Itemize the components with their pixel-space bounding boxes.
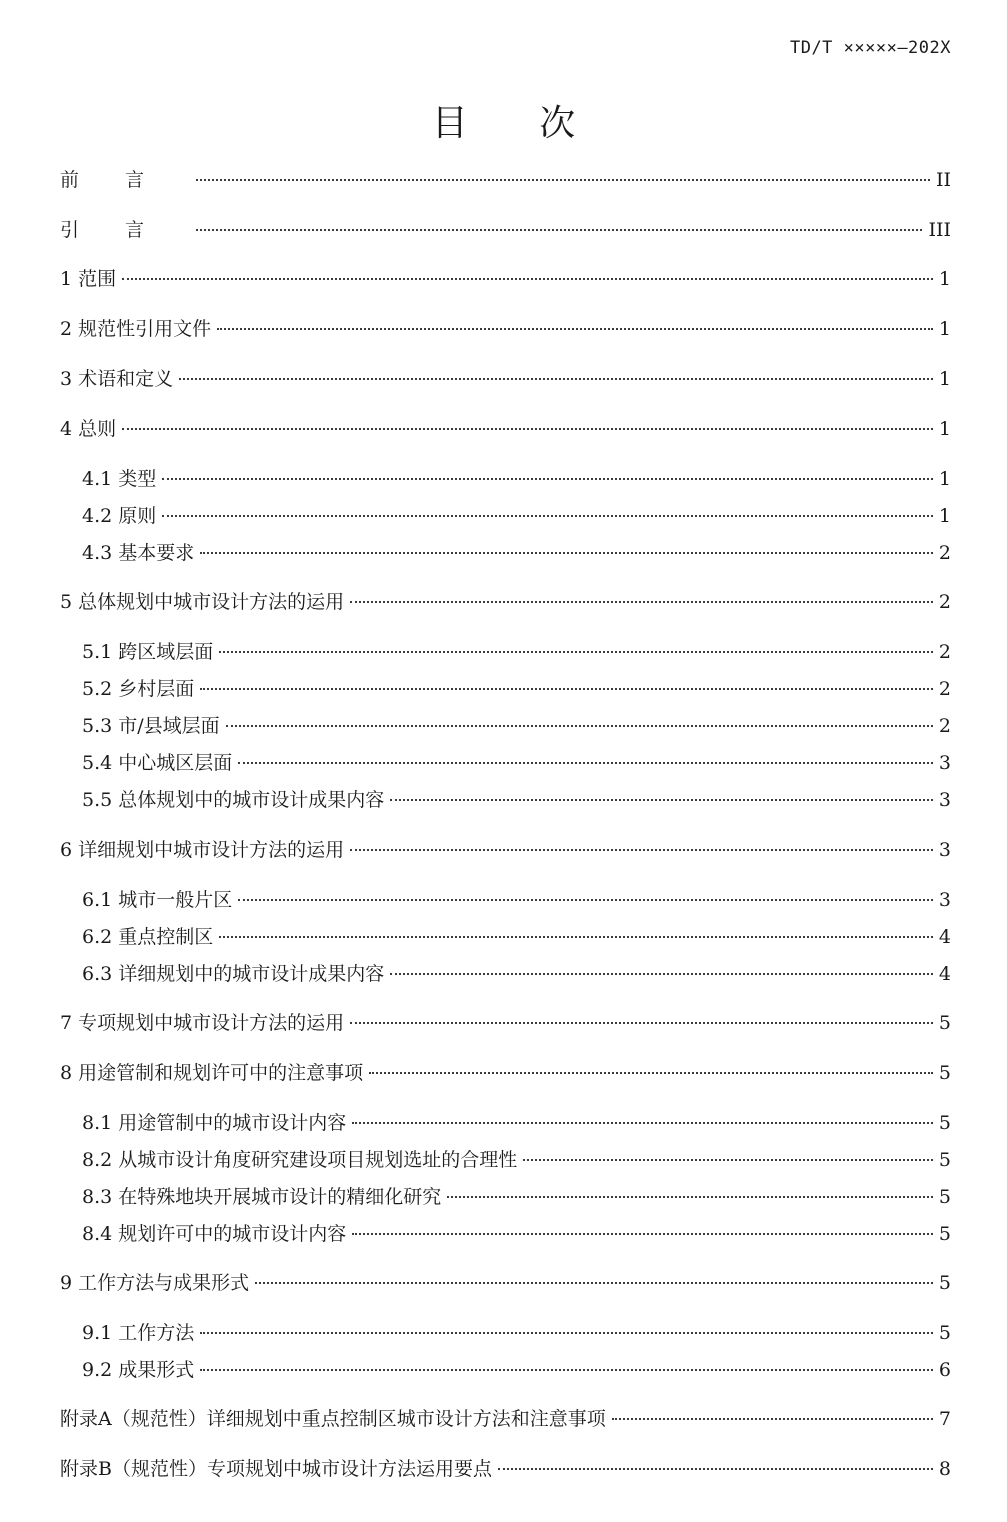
toc-title: 总则	[78, 418, 117, 440]
dot-leader	[200, 688, 933, 690]
toc-entry-8-3[interactable]	[82, 1183, 951, 1211]
toc-number: 6.2	[82, 926, 119, 948]
toc-title: 详细规划中城市设计方法的运用	[78, 839, 345, 861]
toc-page-number: 1	[938, 505, 951, 527]
toc-entry-4-2[interactable]	[82, 502, 951, 530]
toc-entry-4[interactable]	[60, 415, 951, 443]
toc-page-number: 2	[938, 591, 951, 613]
dot-leader	[352, 1233, 933, 1235]
toc-number: 4.1	[82, 468, 119, 490]
toc-page-number: 8	[938, 1458, 951, 1480]
toc-entry-6[interactable]	[60, 836, 951, 864]
toc-entry-4-3[interactable]	[82, 539, 951, 567]
toc-entry-5-1[interactable]	[82, 638, 951, 666]
toc-number: 9.2	[82, 1359, 119, 1381]
toc-entry-5-5[interactable]	[82, 786, 951, 814]
toc-title: 引言	[60, 219, 191, 241]
dot-leader	[350, 601, 933, 603]
toc-entry-1[interactable]	[60, 265, 951, 293]
toc-number: 8.4	[82, 1223, 119, 1245]
toc-page-number: 3	[938, 889, 951, 911]
toc-title: 规范性引用文件	[78, 318, 212, 340]
toc-number: 8.1	[82, 1112, 119, 1134]
toc-entry-5-2[interactable]	[82, 675, 951, 703]
toc-title: 详细规划中的城市设计成果内容	[118, 963, 385, 985]
toc-entry-5[interactable]	[60, 588, 951, 616]
toc-number: 9	[60, 1272, 79, 1294]
toc-title: 城市一般片区	[118, 889, 233, 911]
dot-leader	[238, 762, 933, 764]
toc-entry-6-1[interactable]	[82, 886, 951, 914]
toc-page-number: II	[935, 169, 951, 191]
toc-entry-5-4[interactable]	[82, 749, 951, 777]
toc-entry-preface[interactable]	[60, 166, 951, 194]
toc-number: 1	[60, 268, 79, 290]
toc-page-number: 3	[938, 752, 951, 774]
toc-entry-3[interactable]	[60, 365, 951, 393]
toc-number: 6.1	[82, 889, 119, 911]
toc-title: 用途管制和规划许可中的注意事项	[78, 1062, 364, 1084]
toc-number: 5.2	[82, 678, 119, 700]
toc-entry-7[interactable]	[60, 1009, 951, 1037]
toc-entry-appendix-b[interactable]	[60, 1455, 951, 1483]
dot-leader	[217, 328, 933, 330]
dot-leader	[122, 428, 933, 430]
toc-title: 工作方法与成果形式	[78, 1272, 250, 1294]
dot-leader	[447, 1196, 933, 1198]
toc-number: 5.5	[82, 789, 119, 811]
toc-number: 3	[60, 368, 79, 390]
dot-leader	[122, 278, 933, 280]
toc-entry-introduction[interactable]	[60, 216, 951, 244]
toc-page-number: 5	[938, 1272, 951, 1294]
toc-title: 前言	[60, 169, 191, 191]
toc-number: 7	[60, 1012, 79, 1034]
toc-page-number: 5	[938, 1186, 951, 1208]
dot-leader	[196, 179, 930, 181]
toc-title: 附录B（规范性）专项规划中城市设计方法运用要点	[60, 1458, 492, 1480]
toc-entry-9-1[interactable]	[82, 1319, 951, 1347]
toc-title: 类型	[118, 468, 157, 490]
toc-page-number: 2	[938, 641, 951, 663]
toc-title: 原则	[118, 505, 157, 527]
toc-page-number: 6	[938, 1359, 951, 1381]
toc-number: 9.1	[82, 1322, 119, 1344]
toc-page-number: 5	[938, 1322, 951, 1344]
dot-leader	[390, 799, 933, 801]
toc-title: 用途管制中的城市设计内容	[118, 1112, 347, 1134]
toc-title: 重点控制区	[118, 926, 214, 948]
dot-leader	[200, 1332, 933, 1334]
toc-number: 6.3	[82, 963, 119, 985]
toc-entry-appendix-a[interactable]	[60, 1405, 951, 1433]
dot-leader	[498, 1468, 933, 1470]
toc-page-number: 7	[938, 1408, 951, 1430]
dot-leader	[226, 725, 933, 727]
page-title: 目 次	[431, 103, 606, 144]
toc-number: 5	[60, 591, 79, 613]
dot-leader	[200, 552, 933, 554]
toc-page-number: 5	[938, 1149, 951, 1171]
dot-leader	[255, 1282, 933, 1284]
toc-title: 范围	[78, 268, 117, 290]
toc-page-number: 4	[938, 963, 951, 985]
toc-title: 从城市设计角度研究建设项目规划选址的合理性	[118, 1149, 518, 1171]
dot-leader	[352, 1122, 933, 1124]
toc-title: 规划许可中的城市设计内容	[118, 1223, 347, 1245]
toc-entry-8[interactable]	[60, 1059, 951, 1087]
toc-page-number: 2	[938, 678, 951, 700]
toc-entry-6-2[interactable]	[82, 923, 951, 951]
toc-entry-8-1[interactable]	[82, 1109, 951, 1137]
toc-number: 5.3	[82, 715, 119, 737]
dot-leader	[219, 936, 933, 938]
dot-leader	[369, 1072, 933, 1074]
toc-page-number: 1	[938, 368, 951, 390]
toc-page-number: 1	[938, 318, 951, 340]
toc-page-number: 1	[938, 468, 951, 490]
toc-title: 工作方法	[118, 1322, 195, 1344]
dot-leader	[219, 651, 933, 653]
toc-number: 4	[60, 418, 79, 440]
dot-leader	[162, 515, 933, 517]
dot-leader	[612, 1418, 933, 1420]
toc-number: 4.3	[82, 542, 119, 564]
toc-title: 总体规划中城市设计方法的运用	[78, 591, 345, 613]
dot-leader	[350, 1022, 933, 1024]
dot-leader	[162, 478, 933, 480]
toc-entry-4-1[interactable]	[82, 465, 951, 493]
toc-page-number: 5	[938, 1223, 951, 1245]
toc-title: 基本要求	[118, 542, 195, 564]
toc-title: 附录A（规范性）详细规划中重点控制区城市设计方法和注意事项	[60, 1408, 606, 1430]
dot-leader	[238, 899, 933, 901]
toc-number: 4.2	[82, 505, 119, 527]
toc-page-number: 5	[938, 1012, 951, 1034]
dot-leader	[350, 849, 933, 851]
toc-title: 总体规划中的城市设计成果内容	[118, 789, 385, 811]
toc-page-number: 1	[938, 268, 951, 290]
toc-page-number: 5	[938, 1062, 951, 1084]
toc-number: 5.4	[82, 752, 119, 774]
toc-number: 8.3	[82, 1186, 119, 1208]
toc-entry-2[interactable]	[60, 315, 951, 343]
toc-title: 中心城区层面	[118, 752, 233, 774]
toc-number: 5.1	[82, 641, 119, 663]
toc-title: 市/县域层面	[118, 715, 220, 737]
toc-entry-5-3[interactable]	[82, 712, 951, 740]
toc-entry-8-4[interactable]	[82, 1220, 951, 1248]
toc-page-number: 1	[938, 418, 951, 440]
toc-title: 成果形式	[118, 1359, 195, 1381]
toc-page-number: III	[928, 219, 951, 241]
toc-number: 2	[60, 318, 79, 340]
toc-title: 乡村层面	[118, 678, 195, 700]
toc-number: 8.2	[82, 1149, 119, 1171]
toc-page-number: 5	[938, 1112, 951, 1134]
dot-leader	[523, 1159, 933, 1161]
toc-title: 术语和定义	[78, 368, 174, 390]
toc-number: 6	[60, 839, 79, 861]
toc-entry-8-2[interactable]	[82, 1146, 951, 1174]
toc-page-number: 2	[938, 715, 951, 737]
toc-entry-6-3[interactable]	[82, 960, 951, 988]
dot-leader	[200, 1369, 933, 1371]
toc-page-number: 2	[938, 542, 951, 564]
toc-page-number: 3	[938, 789, 951, 811]
dot-leader	[179, 378, 933, 380]
document-code: TD/T ×××××—202X	[789, 38, 951, 58]
dot-leader	[390, 973, 933, 975]
dot-leader	[196, 229, 922, 231]
toc-entry-9[interactable]	[60, 1269, 951, 1297]
toc-title: 专项规划中城市设计方法的运用	[78, 1012, 345, 1034]
toc-page-number: 4	[938, 926, 951, 948]
toc-title: 跨区域层面	[118, 641, 214, 663]
toc-title: 在特殊地块开展城市设计的精细化研究	[118, 1186, 442, 1208]
toc-entry-9-2[interactable]	[82, 1356, 951, 1384]
toc-number: 8	[60, 1062, 79, 1084]
toc-page-number: 3	[938, 839, 951, 861]
